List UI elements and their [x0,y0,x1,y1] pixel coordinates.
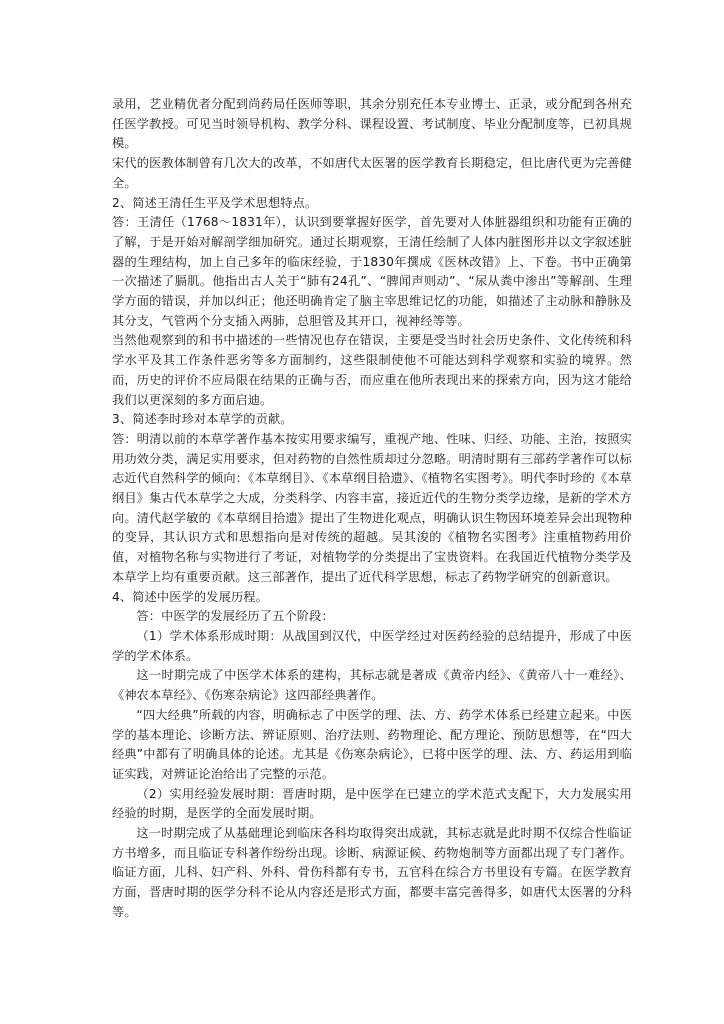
answer-4-stage-1: （1）学术体系形成时期：从战国到汉代，中医学经过对医药经验的总结提升，形成了中医学的学术体系。 [112,628,632,663]
answer-2-paragraph-1: 答：王清任（1768～1831年），认识到要掌握好医学，首先要对人体脏器组织和功能有正确的了解，于是开始对解剖学细加研究。通过长期观察，王清任绘制了人体内脏图形并以文字叙述脏器的生理结构，加上自己多年的临床经验，于1830年撰成《医林改错》上、下卷。书中正确第一次描述了膈肌。他指出古人关于“肺有24孔”、“脾闻声则动”、“尿从粪中渗出”等解剖、生理学方面的错误，并加以纠正；他还明确肯定了脑主宰思维记忆的功能，如描述了主动脉和静脉及其分支，气管两个分支插入两肺，总胆管及其开口，视神经等等。 [112,215,632,328]
paragraph-tang-education-end: 录用，艺业精优者分配到尚药局任医师等职，其余分别充任本专业博士、正录，或分配到各州充任医学教授。可见当时领导机构、教学分科、课程设置、考试制度、毕业分配制度等，已初具规模。 [112,97,632,151]
answer-4-four-classics: “四大经典”所载的内容，明确标志了中医学的理、法、方、药学术体系已经建立起来。中医学的基本理论、诊断方法、辨证原则、治疗法则、药物理论、配方理论、预防思想等，在“四大经典”中都有了明确具体的论述。尤其是《伤寒杂病论》，已将中医学的理、法、方、药运用到临证实践，对辨证论治给出了完整的示范。 [112,707,632,781]
document-page [112,95,632,923]
answer-4-stage-1-detail: 这一时期完成了中医学术体系的建构，其标志就是著成《黄帝内经》、《黄帝八十一难经》、《神农本草经》、《伤寒杂病论》这四部经典著作。 [112,668,632,703]
answer-3-paragraph: 答：明清以前的本草学著作基本按实用要求编写，重视产地、性味、归经、功能、主治，按照实用功效分类，满足实用要求，但对药物的自然性质却过分忽略。明清时期有三部药学著作可以标志近代自然科学的倾向：《本草纲目》、《本草纲目拾遗》、《植物名实图考》。明代李时珍的《本草纲目》集古代本草学之大成，分类科学、内容丰富，接近近代的生物分类学边缘，是新的学术方向。清代赵学敏的《本草纲目拾遗》提出了生物进化观点，明确认识生物因环境差异会出现物种的变异，其认识方式和思想指向是对传统的超越。吴其浚的《植物名实图考》注重植物药用价值，对植物名称与实物进行了考证，对植物学的分类提出了宝贵资料。在我国近代植物分类学及本草学上均有重要贡献。这三部著作，提出了近代科学思想，标志了药物学研究的创新意识。 [112,431,632,584]
question-4-heading: 4、简述中医学的发展历程。 [112,589,268,604]
answer-4-stage-2-detail: 这一时期完成了从基础理论到临床各科均取得突出成就，其标志就是此时期不仅综合性临证方书增多，而且临证专科著作纷纷出现。诊断、病源证候、药物炮制等方面都出现了专门著作。临证方面，儿科、妇产科、外科、骨伤科都有专书，五官科在综合方书里设有专篇。在医学教育方面，晋唐时期的医学分科不论从内容还是形式方面，都要丰富完善得多，如唐代太医署的分科等。 [112,826,632,919]
paragraph-song-education: 宋代的医教体制曾有几次大的改革，不如唐代太医署的医学教育长期稳定，但比唐代更为完善健全。 [112,156,632,190]
answer-4-stage-2: （2）实用经验发展时期：晋唐时期，是中医学在已建立的学术范式支配下，大力发展实用经验的时期，是医学的全面发展时期。 [112,786,632,821]
answer-2-paragraph-2: 当然他观察到的和书中描述的一些情况也存在错误，主要是受当时社会历史条件、文化传统和科学水平及其工作条件恶劣等多方面制约，这些限制使他不可能达到科学观察和实验的境界。然而，历史的评价不应局限在结果的正确与否，而应重在他所表现出来的探索方向，因为这才能给我们以更深刻的多方面启迪。 [112,333,632,407]
answer-4-intro: 答：中医学的发展经历了五个阶段： [136,609,334,624]
question-3-heading: 3、简述李时珍对本草学的贡献。 [112,412,293,427]
question-2-heading: 2、简述王清任生平及学术思想特点。 [112,195,318,210]
